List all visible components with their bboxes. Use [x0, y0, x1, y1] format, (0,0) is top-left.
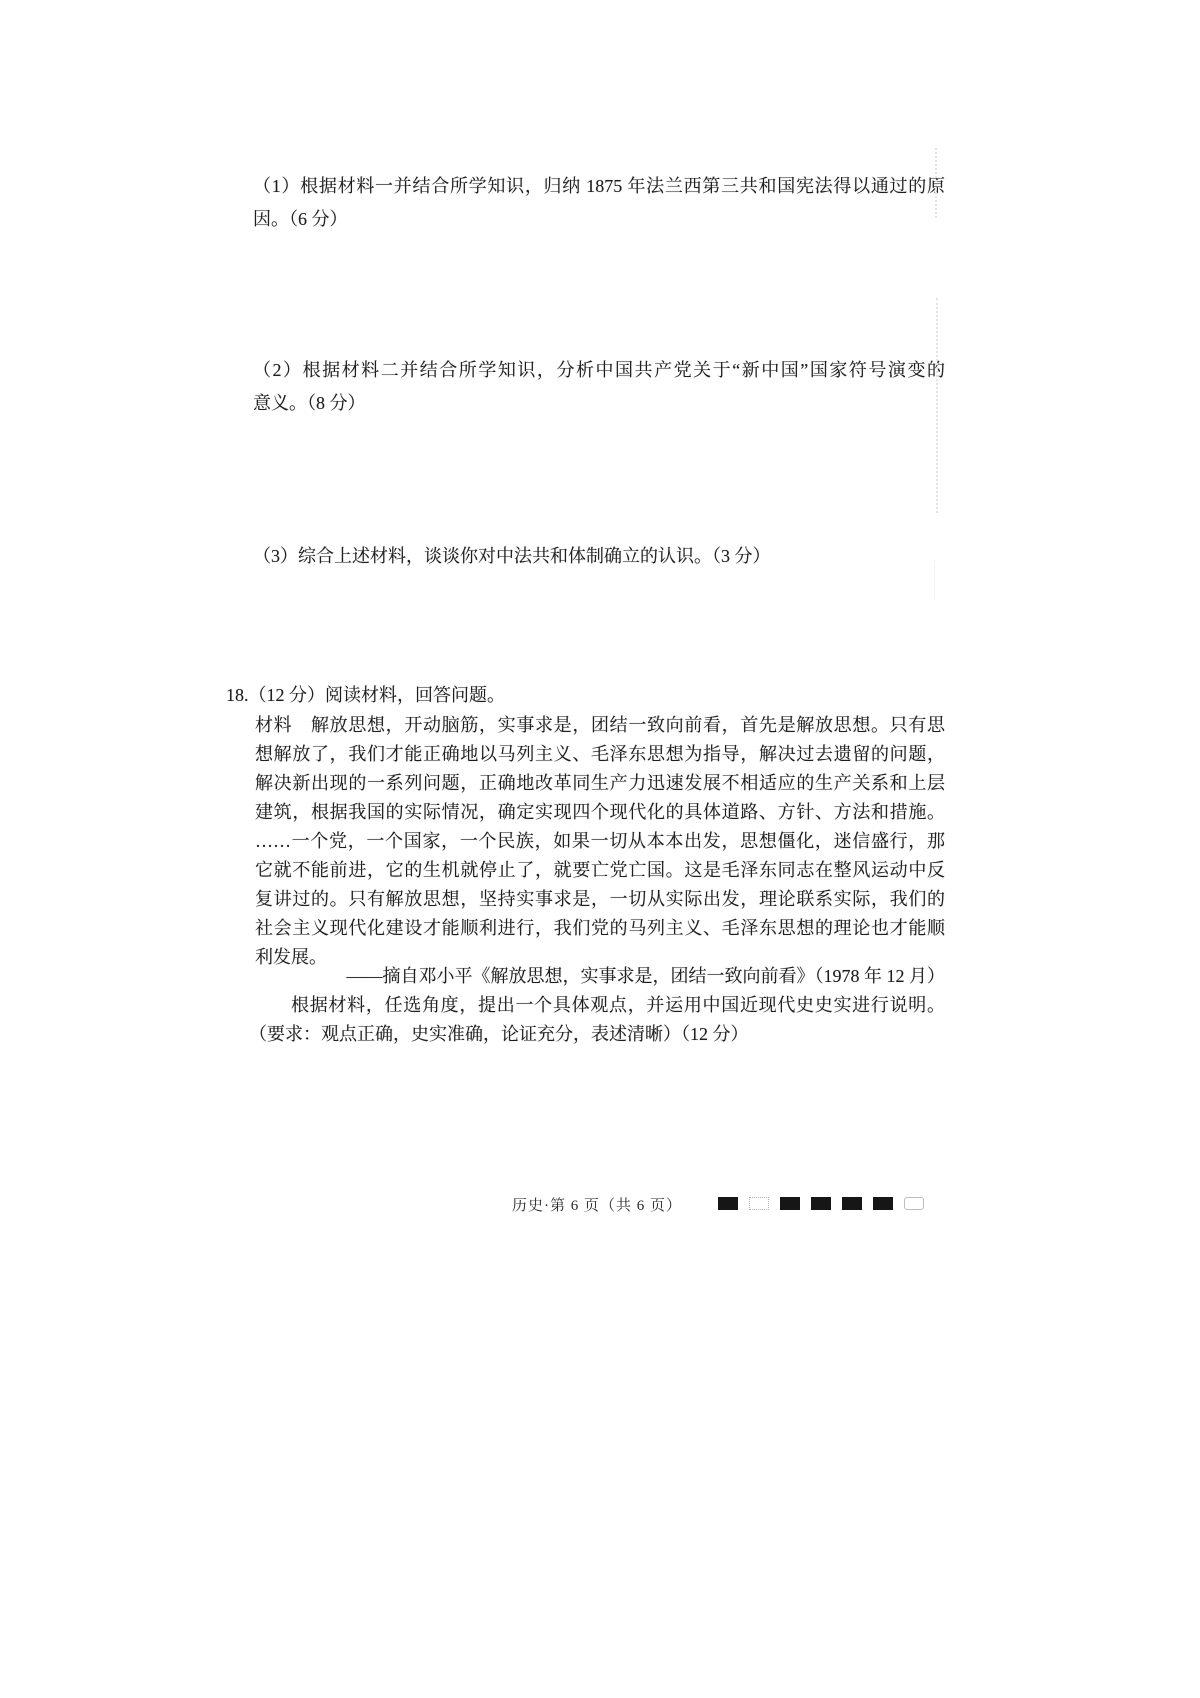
- material-line: 它就不能前进，它的生机就停止了，就要亡党亡国。这是毛泽东同志在整风运动中反: [255, 860, 945, 880]
- print-mark-solid: [873, 1197, 893, 1210]
- material-line: 建筑，根据我国的实际情况，确定实现四个现代化的具体道路、方针、方法和措施。: [255, 802, 945, 822]
- print-mark-solid: [718, 1197, 738, 1210]
- question-part-2-line-2: 意义。（8 分）: [253, 393, 366, 413]
- scan-artifact: [936, 298, 938, 513]
- question-18-header: 18.（12 分）阅读材料，回答问题。: [226, 685, 505, 705]
- question-18-source-attribution: ——摘自邓小平《解放思想，实事求是，团结一致向前看》（1978 年 12 月）: [346, 966, 945, 986]
- print-mark-solid: [842, 1197, 862, 1210]
- question-part-2: [253, 354, 945, 420]
- question-18-requirements: （要求：观点正确，史实准确，论证充分，表述清晰）（12 分）: [249, 1024, 749, 1044]
- print-registration-marks: [718, 1197, 924, 1210]
- material-line: 社会主义现代化建设才能顺利进行，我们党的马列主义、毛泽东思想的理论也才能顺: [255, 918, 945, 938]
- scan-artifact: [935, 148, 937, 218]
- question-part-3-line-1: （3）综合上述材料，谈谈你对中法共和体制确立的认识。（3 分）: [253, 546, 771, 566]
- scan-artifact: [934, 560, 935, 600]
- print-mark-solid: [811, 1197, 831, 1210]
- question-part-2-line-1: （2）根据材料二并结合所学知识，分析中国共产党关于“新中国”国家符号演变的: [253, 360, 945, 380]
- question-part-3: [253, 540, 945, 573]
- material-line: 利发展。: [255, 947, 327, 967]
- material-line: ……一个党，一个国家，一个民族，如果一切从本本出发，思想僵化，迷信盛行，那: [255, 831, 945, 851]
- material-line: 想解放了，我们才能正确地以马列主义、毛泽东思想为指导，解决过去遗留的问题，: [255, 744, 945, 764]
- print-mark-solid: [780, 1197, 800, 1210]
- question-part-1-line-2: 因。（6 分）: [253, 209, 348, 229]
- footer-page-label: 历史·第 6 页（共 6 页）: [512, 1198, 682, 1214]
- material-line: 解决新出现的一系列问题，正确地改革同生产力迅速发展不相适应的生产关系和上层: [255, 773, 945, 793]
- print-mark-hollow-rounded: [904, 1197, 924, 1210]
- question-part-1: [253, 170, 945, 236]
- question-18-task: 根据材料，任选角度，提出一个具体观点，并运用中国近现代史史实进行说明。: [291, 995, 945, 1015]
- question-18-material-paragraph: [255, 711, 945, 972]
- print-mark-hollow-dotted: [749, 1197, 769, 1210]
- material-line: 复讲过的。只有解放思想，坚持实事求是，一切从实际出发，理论联系实际，我们的: [255, 889, 945, 909]
- question-part-1-line-1: （1）根据材料一并结合所学知识，归纳 1875 年法兰西第三共和国宪法得以通过的原: [253, 176, 945, 196]
- material-line: 材料 解放思想，开动脑筋，实事求是，团结一致向前看，首先是解放思想。只有思: [255, 715, 945, 735]
